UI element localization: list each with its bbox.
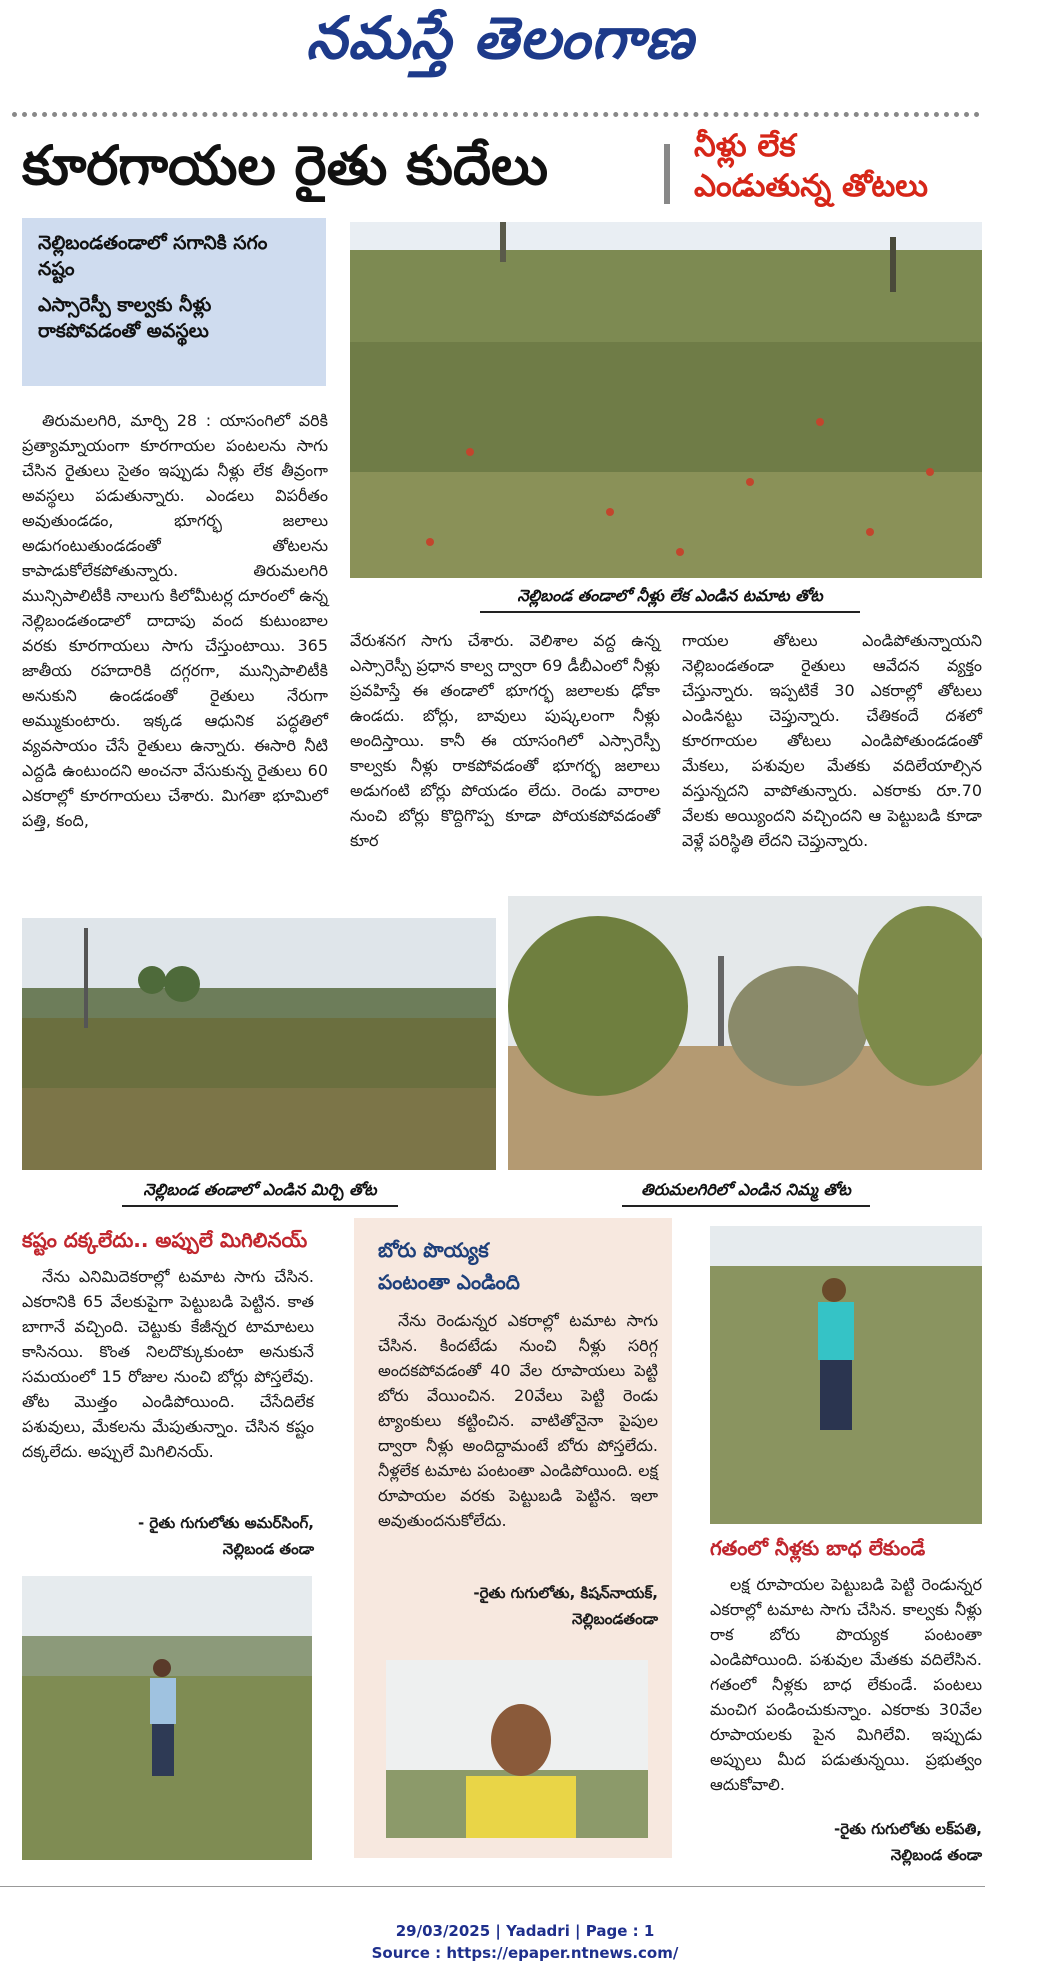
quote1-heading: కష్టం దక్కలేదు.. అప్పులే మిగిలినయ్ [22,1228,308,1252]
quote2-heading-line-2: పంటంతా ఎండింది [378,1270,520,1294]
quote3-signature-block [710,1816,982,1868]
photo-farmer-kishan [386,1660,648,1838]
headline: కూరగాయల రైతు కుదేలు [22,134,549,197]
caption-lemon-orchard: తిరుమలగిరిలో ఎండిన నిమ్మ తోట [622,1180,870,1207]
article-column-1 [22,408,328,833]
footer-source-link[interactable]: Source : https://epaper.ntnews.com/ [371,1944,679,1962]
masthead-divider [12,112,980,117]
quote1-place: నెల్లిబండ తండా [222,1540,314,1558]
highlights-box [22,218,326,386]
highlight-2: ఎస్సారెస్పీ కాల్వకు నీళ్లు రాకపోవడంతో అవస్థలు [38,294,212,342]
quote1-signature-block [22,1510,314,1562]
article-column-3 [682,628,982,853]
headline-separator [664,144,670,204]
caption-chilli-field: నెల్లిబండ తండాలో ఎండిన మిర్చి తోట [122,1180,398,1207]
quote3-heading: గతంలో నీళ్లకు బాధ లేకుండే [710,1536,926,1560]
quote1-body [22,1264,314,1464]
highlight-1: నెల్లిబండతండాలో సగానికి సగం నష్టం [38,232,268,280]
footer-divider [0,1886,985,1887]
quote1-signature: - రైతు గుగులోతు అమర్‌సింగ్, [137,1514,314,1532]
quote2-heading [378,1234,658,1298]
quote1-text: నేను ఎనిమిదెకరాల్లో టమాట సాగు చేసిన. ఎకరానికి 65 వేలకుపైగా పెట్టుబడి పెట్టిన. కాత బాగానే వచ్చింది. చెట్టుకు కేజీన్నర టామాటలు కాసినయి. కొంత నిలదొక్కుకుంటా అనుకునే సమయంలో 15 రోజుల నుంచి బోర్లు పోస్తలేవు. తోట మొత్తం ఎండిపోయింది. చేసేదిలేక పశువులు, మేకలను మేపుతున్నాం. చేసిన కష్టం దక్కలేదు. అప్పులే మిగిలినయ్. [22,1267,314,1461]
quote2-signature: -రైతు గుగులోతు, కిషన్‌నాయక్, [473,1584,658,1602]
photo-lemon-orchard [508,896,982,1170]
article-text-2: వేరుశనగ సాగు చేశారు. వెలిశాల వద్ద ఉన్న ఎస్సారెస్పీ ప్రధాన కాల్వ ద్వారా 69 డీబీఎంలో నీళ్లు ప్రవహిస్తే ఈ తండాలో భూగర్భ జలాలకు ఢోకా ఉండదు. బోర్లు, బావులు పుష్కలంగా నీళ్లు అందిస్తాయి. కానీ ఈ యాసంగిలో ఎస్సారెస్పీ కాల్వకు నీళ్లు రాకపోవడంతో భూగర్భ జలాలు అడుగంటి బోర్లు పోయడం లేదు. రెండు వారాల నుంచి బోర్లు కొద్దిగొప్ప కూడా పోయకపోవడంతో కూర [350,631,660,850]
quote2-place: నెల్లిబండతండా [571,1610,658,1628]
quote2-heading-line-1: బోరు పొయ్యక [378,1238,489,1262]
quote3-signature: -రైతు గుగులోతు లక్‌పతి, [834,1820,982,1838]
quote3-body [710,1572,982,1797]
headline-kicker [694,126,928,206]
article-text-3: గాయల తోటలు ఎండిపోతున్నాయని నెల్లిబండతండా రైతులు ఆవేదన వ్యక్తం చేస్తున్నారు. ఇప్పటికే 30 ఎకరాల్లో తోటలు ఎండినట్టు చెప్తున్నారు. చేతికందే దశలో కూరగాయల తోటలు ఎండిపోతుండడంతో మేకలు, పశువుల మేతకు వదిలేయాల్సిన వస్తున్నదని వాపోతున్నారు. ఎకరాకు రూ.70 వేలకు అయ్యిందని వచ్చిందని ఆ పెట్టుబడి కూడా వెళ్లే పరిస్థితి లేదని చెప్తున్నారు. [682,631,982,850]
masthead-logo: నమస్తే తెలంగాణ [306,4,694,72]
kicker-line-2: ఎండుతున్న తోటలు [694,168,928,204]
kicker-line-1: నీళ్లు లేక [694,128,796,164]
photo-tomato-field [350,222,982,578]
quote3-text: లక్ష రూపాయల పెట్టుబడి పెట్టి రెండున్నర ఎకరాల్లో టమాట సాగు చేసిన. కాల్వకు నీళ్లు రాక బోరు పొయ్యక పంటంతా ఎండిపోయింది. పశువుల మేతకు వదిలేసిన. గతంలో నీళ్లకు బాధ లేకుండే. పంటలు మంచిగ పండించుకున్నాం. ఎకరాకు 30వేల రూపాయలకు పైన మిగిలేవి. ఇప్పుడు అప్పులు మీద పడుతున్నయి. ప్రభుత్వం ఆదుకోవాలి. [710,1575,982,1794]
article-column-2 [350,628,660,853]
caption-tomato-field: నెల్లిబండ తండాలో నీళ్లు లేక ఎండిన టమాట తోట [480,586,860,613]
quote2-body [378,1308,658,1533]
photo-farmer-lakpathi [710,1226,982,1524]
quote3-place: నెల్లిబండ తండా [890,1846,982,1864]
quote2-text: నేను రెండున్నర ఎకరాల్లో టమాట సాగు చేసిన. కిందటేడు నుంచి నీళ్లు సరిగ్గ అందకపోవడంతో 40 వేల రూపాయలు పెట్టి బోరు వేయించిన. 20వేలు పెట్టి రెండు ట్యాంకులు కట్టించిన. వాటితోనైనా పైపుల ద్వారా నీళ్లు అందిద్దామంటే బోరు పోస్తలేదు. నీళ్లలేక టమాట పంటంతా ఎండిపోయింది. లక్ష రూపాయల వరకు పెట్టుబడి పెట్టిన. ఇలా అవుతుందనుకోలేదు. [378,1311,658,1530]
footer-date-edition: 29/03/2025 | Yadadri | Page : 1 [395,1922,655,1940]
quote2-signature-block [378,1580,658,1632]
footer [0,1920,1050,1964]
photo-farmer-amarsingh [22,1576,312,1860]
article-text-1: తిరుమలగిరి, మార్చి 28 : యాసంగిలో వరికి ప్రత్యామ్నాయంగా కూరగాయల పంటలను సాగు చేసిన రైతులు సైతం ఇప్పుడు నీళ్లు లేక తీవ్రంగా అవస్థలు పడుతున్నారు. ఎండలు విపరీతం అవుతుండడం, భూగర్భ జలాలు అడుగంటుతుండడంతో తోటలను కాపాడుకోలేకపోతున్నారు. తిరుమలగిరి మున్సిపాలిటీకి నాలుగు కిలోమీటర్ల దూరంలో ఉన్న నెల్లిబండతండాలో దాదాపు వంద కుటుంబాల వరకు కూరగాయలు సాగు చేస్తుంటాయి. 365 జాతీయ రహదారికి దగ్గరగా, మున్సిపాలిటీకి అనుకుని ఉండడంతో రైతులు నేరుగా అమ్ముకుంటారు. ఇక్కడ ఆధునిక పద్ధతిలో వ్యవసాయం చేసే రైతులు ఉన్నారు. ఈసారి నీటి ఎద్దడి ఉంటుందని అంచనా వేసుకున్న రైతులు 60 ఎకరాల్లో కూరగాయలు చేశారు. మిగతా భూమిలో పత్తి, కంది, [22,411,328,830]
photo-chilli-field [22,918,496,1170]
